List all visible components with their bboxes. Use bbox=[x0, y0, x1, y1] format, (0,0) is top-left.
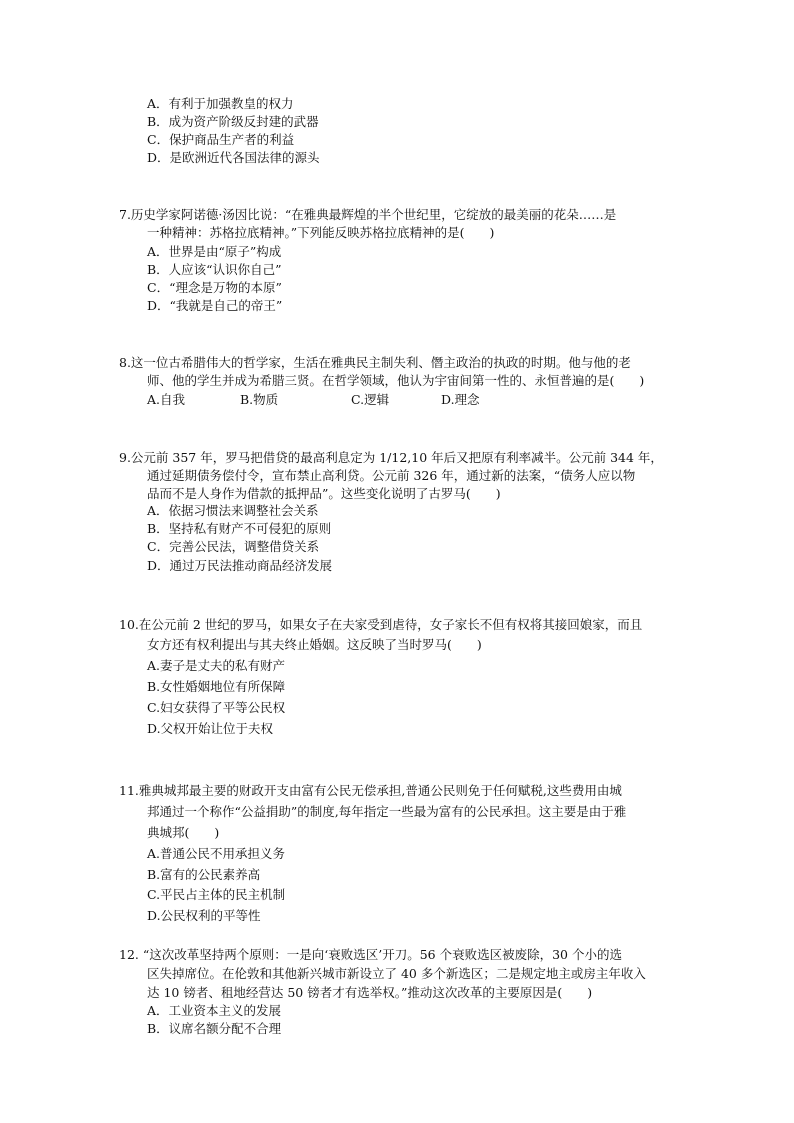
q11-stem-line-1: 11.雅典城邦最主要的财政开支由富有公民无偿承担,普通公民则免于任何赋税,这些费用由城 bbox=[119, 783, 622, 798]
q9-option-b: B．坚持私有财产不可侵犯的原则 bbox=[147, 521, 332, 536]
q10-option-c: C.妇女获得了平等公民权 bbox=[147, 700, 286, 715]
q8-options-row bbox=[147, 391, 480, 409]
q12-stem-line-2: 区失掉席位。在伦敦和其他新兴城市新设立了 40 多个新选区；二是规定地主或房主年收入 bbox=[147, 966, 646, 981]
q7-option-d: D．“我就是自己的帝王” bbox=[147, 298, 283, 313]
q7-stem-line-1: 7.历史学家阿诺德·汤因比说：“在雅典最辉煌的半个世纪里，它绽放的最美丽的花朵……是 bbox=[119, 207, 617, 222]
q8-option-d: D.理念 bbox=[441, 392, 480, 407]
q8-option-b: B.物质 bbox=[240, 392, 279, 407]
q9-stem-line-1: 9.公元前 357 年，罗马把借贷的最高利息定为 1/12,10 年后又把原有利率减半。公元前 344 年， bbox=[119, 450, 663, 465]
q7-option-b: B．人应该“认识你自己” bbox=[147, 262, 282, 277]
q6-option-a: A．有利于加强教皇的权力 bbox=[147, 96, 294, 111]
q10-option-a: A.妻子是丈夫的私有财产 bbox=[147, 658, 286, 673]
q12-stem-line-3: 达 10 镑者、租地经营达 50 镑者才有选举权。”推动这次改革的主要原因是( ) bbox=[147, 985, 593, 1000]
q9-stem-line-3: 品而不是人身作为借款的抵押品”。这些变化说明了古罗马( ) bbox=[147, 486, 501, 501]
q10-stem-line-2: 女方还有权利提出与其夫终止婚姻。这反映了当时罗马( ) bbox=[147, 637, 482, 652]
q12-option-a: A．工业资本主义的发展 bbox=[147, 1003, 282, 1018]
q9-option-d: D．通过万民法推动商品经济发展 bbox=[147, 558, 333, 573]
q7-stem-line-2: 一种精神：苏格拉底精神。”下列能反映苏格拉底精神的是( ) bbox=[147, 225, 495, 240]
q11-option-b: B.富有的公民素养高 bbox=[147, 867, 261, 882]
q8-option-a: A.自我 bbox=[147, 392, 186, 407]
q11-stem-line-2: 邦通过一个称作“公益捐助”的制度,每年指定一些最为富有的公民承担。这主要是由于雅 bbox=[147, 804, 627, 819]
q6-option-d: D．是欧洲近代各国法律的源头 bbox=[147, 150, 320, 165]
q7-option-a: A．世界是由“原子”构成 bbox=[147, 244, 282, 259]
q11-option-a: A.普通公民不用承担义务 bbox=[147, 846, 286, 861]
q12-stem-line-1: 12. “这次改革坚持两个原则：一是向‘衰败选区’开刀。56 个衰败选区被废除，30 个小的选 bbox=[119, 947, 622, 962]
q9-option-c: C．完善公民法，调整借贷关系 bbox=[147, 539, 320, 554]
q6-option-b: B．成为资产阶级反封建的武器 bbox=[147, 114, 319, 129]
q10-option-b: B.女性婚姻地位有所保障 bbox=[147, 679, 286, 694]
q10-option-d: D.父权开始让位于夫权 bbox=[147, 721, 274, 736]
q9-option-a: A．依据习惯法来调整社会关系 bbox=[147, 503, 319, 518]
q8-stem-line-2: 师、他的学生并成为希腊三贤。在哲学领域，他认为宇宙间第一性的、永恒普遍的是( ) bbox=[147, 373, 645, 388]
q11-stem-line-3: 典城邦( ) bbox=[147, 825, 220, 840]
q7-option-c: C．“理念是万物的本原” bbox=[147, 280, 282, 295]
q12-option-b: B．议席名额分配不合理 bbox=[147, 1021, 282, 1036]
q11-option-d: D.公民权利的平等性 bbox=[147, 908, 261, 923]
q6-option-c: C．保护商品生产者的利益 bbox=[147, 132, 295, 147]
q8-stem-line-1: 8.这一位古希腊伟大的哲学家，生活在雅典民主制失利、僭主政治的执政的时期。他与他的老 bbox=[119, 355, 631, 370]
q10-stem-line-1: 10.在公元前 2 世纪的罗马，如果女子在夫家受到虐待，女子家长不但有权将其接回娘家，而且 bbox=[119, 617, 643, 632]
q11-option-c: C.平民占主体的民主机制 bbox=[147, 887, 286, 902]
q9-stem-line-2: 通过延期债务偿付令，宣布禁止高利贷。公元前 326 年，通过新的法案，“债务人应以物 bbox=[147, 468, 636, 483]
q8-option-c: C.逻辑 bbox=[351, 392, 390, 407]
